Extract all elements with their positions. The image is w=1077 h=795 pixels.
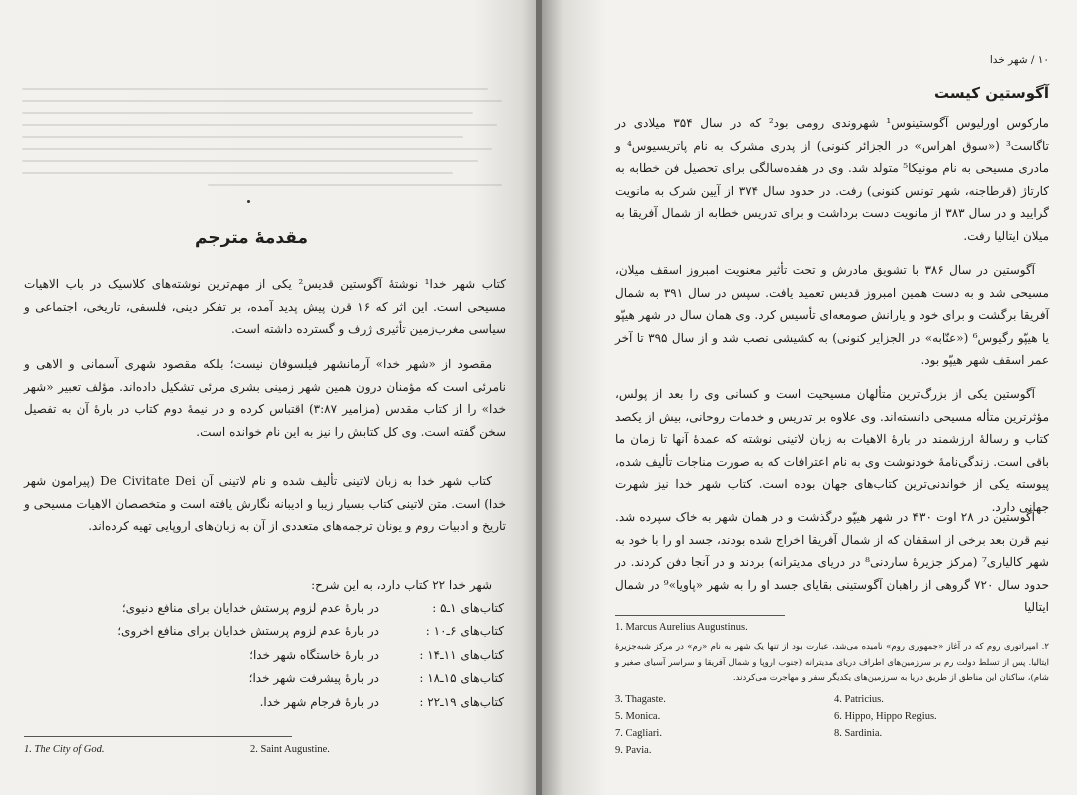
footnote-rule — [615, 615, 785, 616]
footnote: ۲. امپراتوری روم که در آغاز «جمهوری روم» نامیده می‌شد، عبارت بود از تنها یک شهر به نام «رم» در مرکز شبه‌جزیرۀ ایتالیا. پس از تسلط دولت رم بر سرزمین‌های اطراف دریای مدیترانه (جنوب اروپا و شمال آفریقا و سراسر آسیای صغیر و شام)، ساکنان این مناطق از طریق دریا به سرزمین‌های یکدیگر سفر و مهاجرت می‌کردند. — [615, 642, 1049, 683]
footnote-rule — [24, 736, 292, 737]
left-page — [0, 0, 538, 795]
footnote: 8. Sardinia. — [834, 728, 883, 739]
right-page — [542, 0, 1077, 795]
page-title: آگوستین کیست — [934, 84, 1049, 102]
paragraph: آگوستین در سال ۳۸۶ با تشویق مادرش و تحت تأثیر معنویت امبروز اسقف میلان، مسیحی شد و به دست همین امبروز قدیس تعمید یافت. سپس در سال ۳۹۱ به شمال آفریقا برگشت و برای خود و یارانش صومعه‌ای تأسیس کرد. وی همان سال در شهر هیپّو یا هیپّو رگیوس⁶ («عنّابه» در الجزایر کنونی) به کشیشی نصب شد و از سال ۳۹۵ تا آخر عمر اسقف شهر هیپّو بود. — [615, 263, 1049, 368]
paragraph: آگوستین یکی از بزرگ‌ترین متألهان مسیحیت است و کسانی وی را بعد از پولس، مؤثرترین متأله مسیحی دانسته‌اند. وی علاوه بر تدریس و خدمات روحانی، بیش از یکصد کتاب و رسالۀ ارزشمند در بارۀ الاهیات به زبان لاتینی نوشته که عمدۀ آنها تا زمان ما باقی است. زندگی‌نامۀ خودنوشت وی به نام اعترافات که به صورت مناجات تألیف شده، پیوسته یکی از خواندنی‌ترین کتاب‌های جهان بوده است. کتاب شهر خدا نیز شهرت جهانی دارد. — [615, 387, 1049, 514]
list-item: کتاب‌های ۱۵ـ۱۸ : در بارۀ پیشرفت شهر خدا؛ — [248, 671, 504, 686]
list-item: کتاب‌های ۶ـ۱۰ : در بارۀ عدم لزوم پرستش خدایان برای منافع اخروی؛ — [117, 624, 504, 639]
book-list — [44, 597, 504, 714]
ornament-dot — [247, 200, 250, 203]
footnote: 6. Hippo, Hippo Regius. — [834, 711, 937, 722]
list-item: کتاب‌های ۱ـ۵ : در بارۀ عدم لزوم پرستش خدایان برای منافع دنیوی؛ — [121, 601, 504, 615]
footnote: 7. Cagliari. — [615, 728, 662, 739]
list-item: کتاب‌های ۱۱ـ۱۴ : در بارۀ خاستگاه شهر خدا؛ — [249, 647, 504, 662]
footnote: 2. Saint Augustine. — [250, 744, 330, 755]
page-title: مقدمۀ مترجم — [195, 228, 308, 248]
paragraph: کتاب شهر خدا¹ نوشتۀ آگوستین قدیس² یکی از مهم‌ترین نوشته‌های کلاسیک در باب الاهیات مسیحی است. این اثر که ۱۶ قرن پیش پدید آمده، بر تفکر دینی، فلسفی، تاریخی، اجتماعی و سیاسی مغرب‌زمین تأثیری ژرف و گسترده داشته است. — [24, 277, 506, 337]
footnote: 4. Patricius. — [834, 694, 884, 705]
paragraph: شهر خدا ۲۲ کتاب دارد، به این شرح: — [311, 578, 492, 592]
footnote: 1. The City of God. — [24, 744, 105, 755]
paragraph: آگوستین در ۲۸ اوت ۴۳۰ در شهر هیپّو درگذشت و در همان شهر به خاک سپرده شد. نیم قرن بعد برخی از اسقفان که از شمال آفریقا اخراج شده بودند، جسد او را با خود به شهر کالیاری⁷ (مرکز جزیرۀ ساردنی⁸ در دریای مدیترانه) بردند و در آنجا دفن کردند. در حدود سال ۷۲۰ گروهی از راهبان آگوستینی بقایای جسد او را به شهر «پاویا»⁹ در شمال ایتالیا — [615, 510, 1049, 615]
paragraph: کتاب شهر خدا به زبان لاتینی تألیف شده و نام لاتینی آن De Civitate Dei (پیرامون شهر خدا) است. متن لاتینی کتاب بسیار زیبا و ادیبانه نگارش یافته است و متخصصان الاهیات مسیحی و تاریخ و ادبیات روم و یونان ترجمه‌های متعددی از آن به زبان‌های اروپایی تهیه کرده‌اند. — [24, 474, 506, 534]
paragraph: مارکوس اورلیوس آگوستینوس¹ شهروندی رومی بود² که در سال ۳۵۴ میلادی در تاگاست³ («سوق اهراس» در الجزائر کنونی) از پدری مشرک به نام پاتریسیوس⁴ و مادری مسیحی به نام مونیکا⁵ متولد شد. وی در هفده‌سالگی برای تحصیل فن خطابه به کارتاژ (قرطاجنه، شهر تونس کنونی) رفت. در حدود سال ۳۷۴ از آیین شرک به مانویت گرایید و در سال ۳۸۳ از مانویت دست برداشت و برای تدریس خطابه از شمال آفریقا به میلان ایتالیا رفت. — [615, 116, 1050, 243]
footnote: 5. Monica. — [615, 711, 661, 722]
running-head: ۱۰ / شهر خدا — [989, 54, 1049, 66]
footnote: 3. Thagaste. — [615, 694, 666, 705]
paragraph: مقصود از «شهر خدا» آرمانشهر فیلسوفان نیست؛ بلکه مقصود شهری آسمانی و الاهی و نامرئی است که مؤمنان درون همین شهر زمینی بشری مرئی تشکیل داده‌اند. مؤلف تعبیر «شهر خدا» را از کتاب مقدس (مزامیر ۳:۸۷) اقتباس کرده و در نیمۀ دوم کتاب در بارۀ آن به تفصیل سخن گفته است. وی کل کتابش را نیز به این نام خوانده است. — [24, 357, 506, 439]
footnote: 1. Marcus Aurelius Augustinus. — [615, 622, 748, 633]
footnote: 9. Pavia. — [615, 745, 652, 756]
list-item: کتاب‌های ۱۹ـ۲۲ : در بارۀ فرجام شهر خدا. — [259, 694, 504, 709]
